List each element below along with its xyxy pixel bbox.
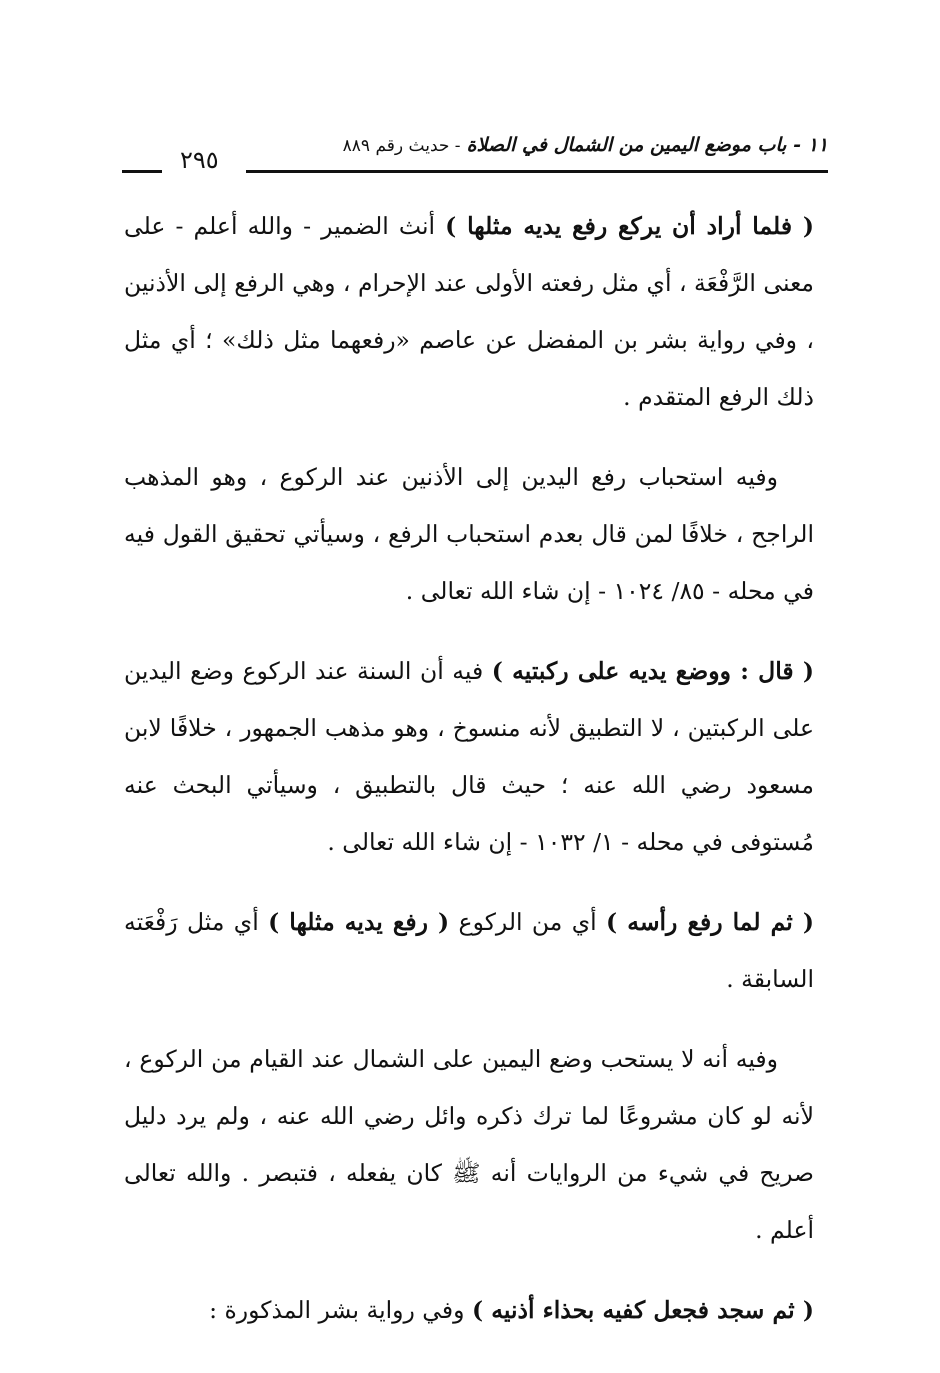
commentary-text: فيه أن السنة عند الركوع وضع اليدين على الركبتين ، لا التطبيق لأنه منسوخ ، وهو مذهب الجمهور ، خلافًا لابن مسعود رضي الله عنه ؛ حيث قال بالتطبيق ، وسيأتي البحث عنه مُستوفى في محله - ١/ ١٠٣٢ - إن شاء الله تعالى . (124, 657, 814, 856)
commentary-text: أي من الركوع (449, 908, 607, 936)
commentary-text: وفي رواية بشر المذكورة : (209, 1296, 472, 1324)
commentary-text: وفيه استحباب رفع اليدين إلى الأذنين عند الركوع ، وهو المذهب الراجح ، خلافًا لمن قال بعدم استحباب الرفع ، وسيأتي تحقيق القول فيه في محله - ٨٥/ ١٠٢٤ - إن شاء الله تعالى . (124, 463, 814, 605)
paragraph (124, 894, 814, 1008)
quoted-hadith-phrase: ( رفع يديه مثلها ) (268, 908, 450, 936)
quoted-hadith-phrase: ( ثم لما رفع رأسه ) (606, 908, 814, 936)
paragraph (124, 198, 814, 426)
paragraph (124, 1031, 814, 1259)
commentary-text: أنث الضمير - والله أعلم - على معنى الرَّفْعَة ، أي مثل رفعته الأولى عند الإحرام ، وهي الرفع إلى الأذنين ، وفي رواية بشر بن المفضل عن عاصم «رفعهما مثل ذلك» ؛ أي مثل ذلك الرفع المتقدم . (124, 212, 814, 411)
header-title (343, 134, 828, 156)
page-number: ٢٩٥ (180, 146, 219, 174)
body-text (124, 198, 814, 1339)
commentary-text: وفيه أنه لا يستحب وضع اليمين على الشمال عند القيام من الركوع ، لأنه لو كان مشروعًا لما ترك ذكره وائل رضي الله عنه ، ولم يرد دليل صريح في شيء من الروايات أنه ﷺ كان يفعله ، فتبصر . والله تعالى أعلم . (124, 1045, 814, 1244)
paragraph (124, 1282, 814, 1339)
quoted-hadith-phrase: ( ثم سجد فجعل كفيه بحذاء أذنيه ) (471, 1296, 814, 1324)
hadith-reference: - حديث رقم ٨٨٩ (342, 136, 461, 156)
quoted-hadith-phrase: ( قال : ووضع يديه على ركبتيه ) (491, 657, 814, 685)
chapter-title: ١١ - باب موضع اليمين من الشمال في الصلاة (466, 134, 828, 156)
paragraph (124, 449, 814, 620)
running-header (122, 128, 828, 176)
page-number-dash (122, 170, 162, 173)
paragraph (124, 643, 814, 871)
commentary-text: أي مثل رَفْعَته السابقة . (124, 908, 814, 993)
header-rule (246, 170, 828, 173)
quoted-hadith-phrase: ( فلما أراد أن يركع رفع يديه مثلها ) (445, 212, 814, 240)
